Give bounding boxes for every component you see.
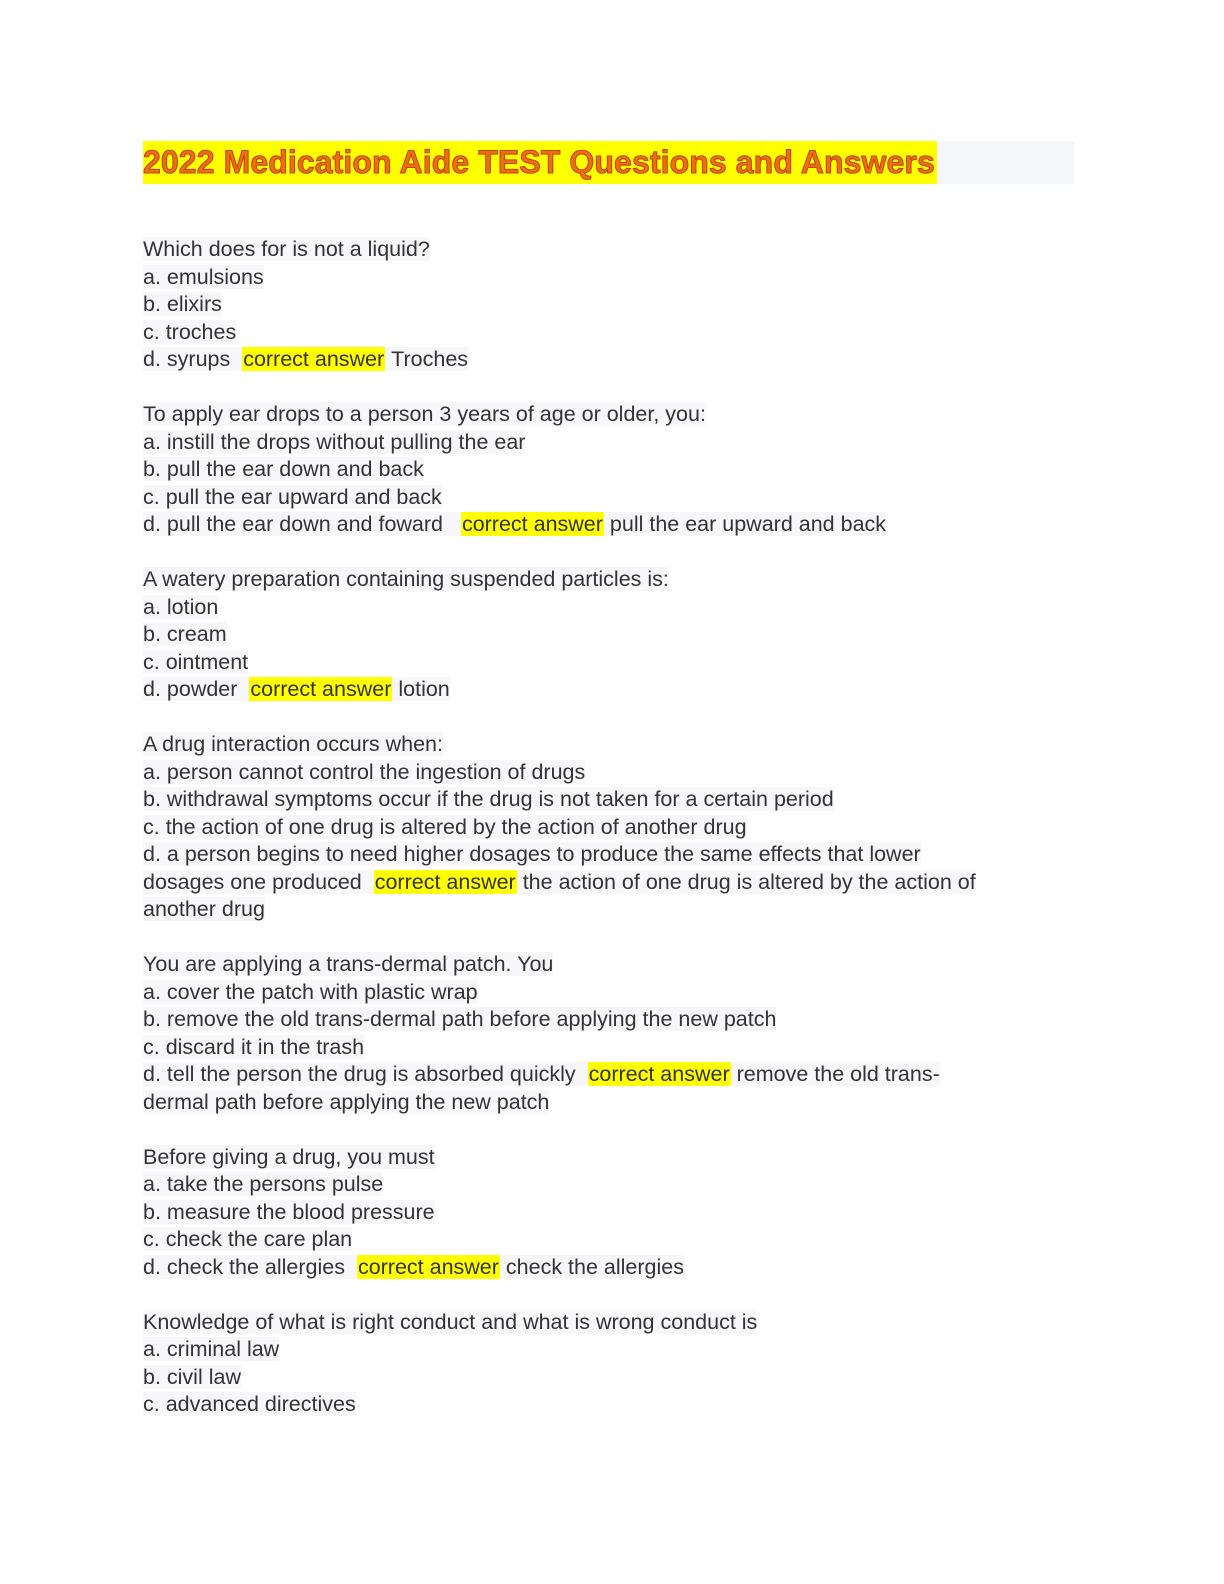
correct-answer-marker: correct answer	[374, 869, 516, 894]
correct-answer-marker: correct answer	[588, 1062, 730, 1086]
option: a. emulsions	[143, 264, 264, 289]
option: c. pull the ear upward and back	[143, 484, 442, 509]
question-text: You are applying a trans-dermal patch. You	[143, 952, 554, 976]
answer-text: Troches	[391, 347, 469, 371]
correct-answer-marker: correct answer	[461, 512, 603, 536]
answer-line: d. pull the ear down and foward correct answer pull the ear upward and back	[143, 512, 887, 536]
question-text: Knowledge of what is right conduct and what is wrong conduct is	[143, 1309, 758, 1334]
document-title: 2022 Medication Aide TEST Questions and Answers	[143, 141, 937, 184]
option: b. cream	[143, 622, 227, 646]
option: b. elixirs	[143, 292, 222, 316]
document-page	[143, 141, 1074, 1446]
option: a. person cannot control the ingestion of drugs	[143, 759, 586, 784]
option: c. discard it in the trash	[143, 1034, 365, 1059]
option: a. lotion	[143, 594, 219, 619]
question-block	[143, 566, 1074, 704]
question-block	[143, 731, 1074, 924]
answer-text: the action of one drug is altered by the action of	[522, 869, 976, 894]
option: b. pull the ear down and back	[143, 457, 424, 481]
question-block	[143, 951, 1074, 1116]
option: a. criminal law	[143, 1337, 280, 1361]
option: c. the action of one drug is altered by the action of another drug	[143, 814, 747, 839]
answer-line: d. syrups correct answer Troches	[143, 347, 469, 371]
option: b. withdrawal symptoms occur if the drug is not taken for a certain period	[143, 787, 834, 811]
question-block	[143, 1144, 1074, 1282]
answer-text: lotion	[398, 677, 450, 701]
answer-line: dosages one produced correct answer the action of one drug is altered by the action of	[143, 869, 976, 894]
question-block	[143, 236, 1074, 374]
answer-text: remove the old trans-	[736, 1062, 940, 1086]
answer-line: d. check the allergies correct answer check the allergies	[143, 1254, 684, 1279]
correct-answer-marker: correct answer	[243, 347, 385, 371]
correct-answer-marker: correct answer	[357, 1254, 499, 1279]
option: a. cover the patch with plastic wrap	[143, 979, 478, 1004]
option: c. ointment	[143, 649, 249, 674]
option: c. check the care plan	[143, 1227, 353, 1251]
question-text: Before giving a drug, you must	[143, 1144, 435, 1169]
option: c. advanced directives	[143, 1392, 356, 1416]
option: d. a person begins to need higher dosages to produce the same effects that lower	[143, 842, 921, 866]
question-block	[143, 401, 1074, 539]
answer-text: check the allergies	[505, 1254, 684, 1279]
question-text: A watery preparation containing suspended particles is:	[143, 567, 669, 591]
option: a. instill the drops without pulling the ear	[143, 429, 526, 454]
question-text: A drug interaction occurs when:	[143, 732, 443, 756]
answer-text: pull the ear upward and back	[609, 512, 887, 536]
option: b. remove the old trans-dermal path before applying the new patch	[143, 1007, 777, 1031]
option: b. measure the blood pressure	[143, 1199, 435, 1224]
answer-line: d. tell the person the drug is absorbed quickly correct answer remove the old trans-	[143, 1062, 940, 1086]
answer-continuation: dermal path before applying the new patch	[143, 1089, 550, 1114]
question-block	[143, 1309, 1074, 1419]
question-text: To apply ear drops to a person 3 years of age or older, you:	[143, 402, 706, 426]
correct-answer-marker: correct answer	[250, 677, 392, 701]
question-text: Which does for is not a liquid?	[143, 237, 430, 261]
option: c. troches	[143, 319, 237, 344]
option: a. take the persons pulse	[143, 1172, 384, 1196]
answer-line: d. powder correct answer lotion	[143, 677, 450, 701]
title-bar	[143, 141, 1074, 184]
answer-continuation: another drug	[143, 897, 265, 921]
option: b. civil law	[143, 1364, 241, 1389]
